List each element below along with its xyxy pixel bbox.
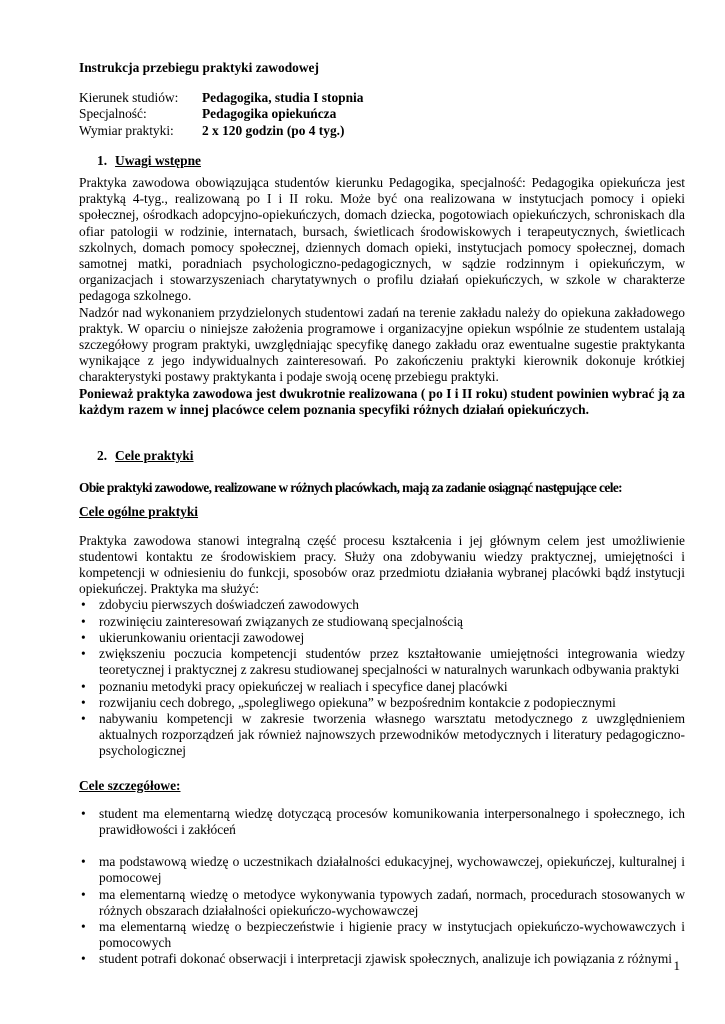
meta-row-field: [79, 90, 685, 106]
general-goals-list: [79, 597, 685, 759]
section-number: 2.: [97, 448, 108, 464]
section-2-intro: Obie praktyki zawodowe, realizowane w różnych placówkach, mają za zadanie osiągnąć następujące cele:: [79, 480, 623, 496]
list-item: • student potrafi dokonać obserwacji i interpretacji zjawisk społecznych, analizuje ich powiązania z różnymi: [79, 951, 685, 967]
detailed-goals-heading: Cele szczegółowe:: [79, 777, 181, 793]
section-title: Cele praktyki: [115, 448, 194, 464]
detailed-goals-list-first: [79, 806, 685, 838]
meta-label: Kierunek studiów:: [79, 90, 179, 106]
meta-block: [79, 90, 685, 139]
list-item: • rozwijaniu cech dobrego, „spolegliwego opiekuna” w bezpośrednim kontakcie z podopiecznymi: [79, 695, 685, 711]
section-2-heading: [97, 448, 685, 464]
meta-value: Pedagogika, studia I stopnia: [202, 90, 364, 106]
paragraph-emphasis: Ponieważ praktyka zawodowa jest dwukrotnie realizowana ( po I i II roku) student powinien wybrać ją za każdym razem w innej placówce celem poznania specyfiki różnych działań opiekuńczych.: [79, 385, 685, 417]
list-item: • nabywaniu kompetencji w zakresie tworzenia własnego warsztatu metodycznego z uwzględnieniem aktualnych rozporządzeń jak również najnowszych przewodników metodycznych i literatury pedagogiczno-psychologicznej: [79, 711, 685, 760]
paragraph: Nadzór nad wykonaniem przydzielonych studentowi zadań na terenie zakładu należy do opiekuna zakładowego praktyk. W oparciu o niniejsze założenia programowe i organizacyjne opiekun wspólnie ze studentem ustalają szczegółowy program praktyki, uwzględniając specyfikę danego zakładu oraz ewentualne sugestie praktykanta wynikające z jego indywidualnych zainteresowań. Po zakończeniu praktyki kierownik dokonuje krótkiej charakterystyki postawy praktykanta i podaje swoją ocenę przebiegu praktyki.: [79, 304, 685, 385]
meta-row-scope: [79, 123, 685, 139]
list-item: • zdobyciu pierwszych doświadczeń zawodowych: [79, 597, 685, 613]
section-title: Uwagi wstępne: [115, 152, 201, 168]
paragraph: Praktyka zawodowa obowiązująca studentów kierunku Pedagogika, specjalność: Pedagogika opiekuńcza jest praktyką 4-tyg., realizowaną po I i II roku. Może być ona realizowana w instytucjach pomocy i opieki społecznej, ośrodkach adopcyjno-opiekuńczych, domach dziecka, pogotowiach opiekuńczych, schroniskach dla ofiar patologii w rodzinie, internatach, bursach, świetlicach środowiskowych i terapeutycznych, świetlicach szkolnych, domach pomocy społecznej, dziennych domach opieki, instytucjach pomocy społecznej, domach samotnej matki, poradniach psychologiczno-pedagogicznych, w sądzie rodzinnym i opiekuńczym, w organizacjach i stowarzyszeniach charytatywnych o profilu działań opiekuńczych, w szkole w charakterze pedagoga szkolnego.: [79, 175, 685, 304]
meta-label: Wymiar praktyki:: [79, 122, 174, 138]
list-item: • poznaniu metodyki pracy opiekuńczej w realiach i specyfice danej placówki: [79, 679, 685, 695]
general-goals-heading: Cele ogólne praktyki: [79, 504, 199, 520]
document-page: [79, 60, 685, 968]
document-title: Instrukcja przebiegu praktyki zawodowej: [79, 60, 319, 75]
paragraph: Praktyka zawodowa stanowi integralną część procesu kształcenia i jej głównym celem jest umożliwienie studentowi kontaktu ze środowiskiem pracy. Służy ona zdobywaniu wiedzy praktycznej, umiejętności i kompetencji w odniesieniu do funkcji, sposobów oraz przedmiotu działania wybranej placówki bądź instytucji opiekuńczej. Praktyka ma służyć:: [79, 532, 685, 597]
page-number: 1: [673, 958, 680, 973]
list-item: • ma podstawową wiedzę o uczestnikach działalności edukacyjnej, wychowawczej, opiekuńczej, kulturalnej i pomocowej: [79, 854, 685, 886]
list-item: • ma elementarną wiedzę o metodyce wykonywania typowych zadań, normach, procedurach stosowanych w różnych obszarach działalności opiekuńczo-wychowawczej: [79, 887, 685, 919]
list-item: • rozwinięciu zainteresowań związanych ze studiowaną specjalnością: [79, 614, 685, 630]
detailed-goals-list: [79, 854, 685, 967]
list-item: • ukierunkowaniu orientacji zawodowej: [79, 630, 685, 646]
meta-row-specialty: [79, 106, 685, 122]
list-item: • ma elementarną wiedzę o bezpieczeństwie i higienie pracy w instytucjach opiekuńczo-wychowawczych i pomocowych: [79, 919, 685, 951]
list-item: • student ma elementarną wiedzę dotyczącą procesów komunikowania interpersonalnego i społecznego, ich prawidłowości i zakłóceń: [79, 806, 685, 838]
meta-label: Specjalność:: [79, 106, 147, 122]
section-number: 1.: [97, 152, 108, 168]
section-1-heading: [97, 153, 685, 169]
list-item: • zwiększeniu poczucia kompetencji studentów przez kształtowanie umiejętności integrowania wiedzy teoretycznej i praktycznej z zakresu studiowanej specjalności w naturalnych warunkach odbywania praktyki: [79, 646, 685, 678]
meta-value: Pedagogika opiekuńcza: [202, 106, 337, 122]
meta-value: 2 x 120 godzin (po 4 tyg.): [202, 122, 345, 138]
